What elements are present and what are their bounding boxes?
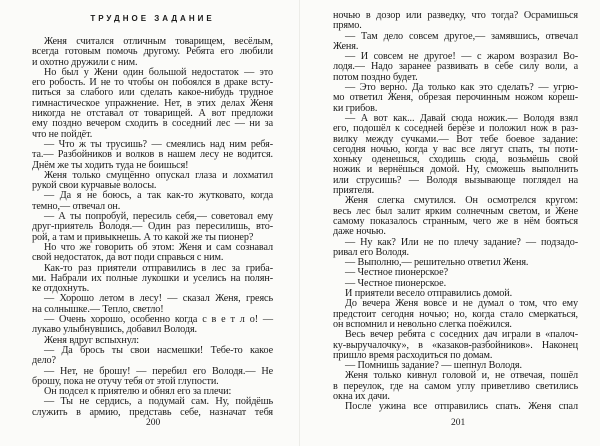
paragraph xyxy=(32,171,273,192)
text-line: предстоит сегодня ночью; но, когда стало смеркаться, xyxy=(333,308,578,320)
text-line: ножик и вернёшься домой. Ну, сможешь выполнить xyxy=(333,164,578,176)
text-line: Женя считался отличным товарищем, весёлым, xyxy=(44,36,273,47)
page-number: 200 xyxy=(146,418,161,428)
text-line: Весь вечер ребята с соседних дач играли в «палоч- xyxy=(345,329,578,341)
text-line: — Ну как? Или не по плечу задание? — подзадо- xyxy=(345,236,578,248)
paragraph xyxy=(333,371,578,402)
text-line: — И совсем не другое! — с жаром возразил Во- xyxy=(345,51,578,63)
paragraph xyxy=(32,294,273,315)
left-page xyxy=(32,0,273,446)
paragraph xyxy=(32,243,273,264)
text-line: рукой свои курчавые волосы. xyxy=(32,180,157,192)
text-line: Он подсел к приятелю и обнял его за плечи: xyxy=(44,386,232,398)
text-line: лодя.— Надо заранее развивать в себе силу воли, а xyxy=(333,61,578,73)
text-line: Днём же ты ходить туда не боишься! xyxy=(32,159,189,171)
text-line: окна их дачи. xyxy=(333,390,390,402)
text-line: его, подошёл к соседней берёзе и положил нож в раз- xyxy=(333,123,578,135)
text-line: — Это верно. Да только как это сделать? — угрю- xyxy=(345,82,578,94)
text-line: темно,— отвечал он. xyxy=(32,200,121,212)
paragraph xyxy=(333,32,578,53)
paragraph xyxy=(333,238,578,259)
text-line: — А ты попробуй, пересиль себя,— советовал ему xyxy=(44,211,273,223)
text-line: — Честное пионерское. xyxy=(345,277,447,289)
text-line: — Да я не боюсь, а так как-то жутковато, когда xyxy=(44,190,273,202)
paragraph xyxy=(333,11,578,32)
text-line: Женя слегка смутился. Он осмотрелся кругом: xyxy=(345,195,578,207)
paragraph xyxy=(333,83,578,114)
text-line: приятеля. xyxy=(333,185,375,197)
text-line: дело? xyxy=(32,355,56,367)
text-line: — Что ж ты трусишь? — смеялись над ним ребя- xyxy=(44,138,273,150)
text-line: ми. Набрали их полные лукошки и уселись на полян- xyxy=(32,272,273,284)
paragraph xyxy=(32,191,273,212)
text-line: — Там дело совсем другое,— замявшись, отвечал xyxy=(345,30,578,42)
text-line: — Нет, не брошу! — перебил его Володя.— Не xyxy=(44,365,273,377)
paragraph xyxy=(32,68,273,140)
text-line: Но что же говорить об этом: Женя и сам сознавал xyxy=(44,241,273,253)
text-line: его робость. И не то чтобы он побоялся в драке всту- xyxy=(32,77,273,89)
paragraph xyxy=(32,37,273,68)
text-line: — Помнишь задание? — шепнул Володя. xyxy=(345,360,522,372)
text-line: — Честное пионерское? xyxy=(345,267,449,279)
text-line: ку-выручалочку», в «казаков-разбойников». Наконец xyxy=(333,339,578,351)
text-line: — Выполню,— решительно ответил Женя. xyxy=(345,257,529,269)
text-line: брошу, пока не отучу тебя от этой глупости. xyxy=(32,375,219,387)
paragraph xyxy=(32,315,273,336)
text-line: пришло время расходиться по домам. xyxy=(333,349,493,361)
paragraph xyxy=(32,346,273,367)
paragraph xyxy=(333,52,578,83)
book-spine xyxy=(299,0,300,446)
text-line: рой, а там и привыкнешь. А то какой же ты пионер? xyxy=(32,231,254,243)
text-line: гимнастическое упражнение. Нет, в этих делах Женя xyxy=(32,97,273,109)
paragraph xyxy=(32,367,273,388)
text-line: прямо. xyxy=(333,20,362,32)
text-line: ривал его Володя. xyxy=(333,246,409,258)
text-line: ке отдохнуть. xyxy=(32,283,90,295)
text-line: или струсишь? — Володя вызывающе поглядел на xyxy=(333,174,578,186)
text-line: на солнышке.— Тепло, светло! xyxy=(32,303,164,315)
text-line: ки грибов. xyxy=(333,102,378,114)
text-line: Женя только смущённо опускал глаза и лохматил xyxy=(44,169,273,181)
text-line: — Очень хорошо, особенно когда с в е т л о! — xyxy=(44,314,273,326)
page-number: 201 xyxy=(451,418,466,428)
text-line: свой недостаток, да вот поди справься с ним. xyxy=(32,252,224,264)
text-line: и охотно дружили с ним. xyxy=(32,56,138,68)
text-line: После ужина все отправились спать. Женя спал xyxy=(345,401,578,413)
paragraph xyxy=(333,114,578,196)
text-line: вилку между сучками.— Вот тебе боевое задание: xyxy=(333,133,578,145)
text-line: питься за слабого или сделать какое-нибудь трудное xyxy=(32,87,273,99)
text-line: Женя вдруг вспыхнул: xyxy=(44,334,140,346)
text-line: ночью в дозор или разведку, что тогда? Осрамишься xyxy=(333,10,578,21)
right-page-body xyxy=(333,11,578,413)
text-line: друг-приятель Володя.— Один раз пересилишь, вто- xyxy=(32,221,273,233)
text-line: всегда готовым помочь другому. Ребята его любили xyxy=(32,46,273,58)
text-line: даже ночью. xyxy=(333,226,386,238)
text-line: та.— Разбойников и волков в нашем лесу не водится. xyxy=(32,149,273,161)
paragraph xyxy=(32,212,273,243)
text-line: И приятели весело отправились домой. xyxy=(345,288,513,300)
text-line: Но был у Жени один большой недостаток — это xyxy=(44,66,273,78)
text-line: он вспомнил и невольно слегка поёжился. xyxy=(333,318,512,330)
text-line: хоньку оденешься, сходишь сюда, возьмёшь свой xyxy=(333,154,578,166)
paragraph xyxy=(333,299,578,330)
paragraph xyxy=(333,402,578,412)
text-line: — Да брось ты свои насмешки! Тебе-то какое xyxy=(44,344,273,356)
text-line: Женя только кивнул головой и, не отвечая, пошёл xyxy=(345,370,578,382)
left-page-body xyxy=(32,37,273,418)
text-line: — А вот как... Давай сюда ножик.— Володя взял xyxy=(345,112,578,124)
paragraph xyxy=(333,196,578,237)
paragraph xyxy=(32,140,273,171)
text-line: в переулок, где на самом углу приветливо светились xyxy=(333,380,578,392)
text-line: Как-то раз приятели отправились в лес за гриба- xyxy=(44,262,273,274)
text-line: — Ты не сердись, а подумай сам. Ну, пойдёшь xyxy=(44,396,273,408)
text-line: служить в армию, представь себе, назначат тебя xyxy=(32,406,273,418)
chapter-title: ТРУДНОЕ ЗАДАНИЕ xyxy=(90,14,215,23)
text-line: Женя. xyxy=(333,40,359,52)
text-line: сегодня ночью, когда у вас все лягут спать, ты поти- xyxy=(333,143,578,155)
text-line: что не пойдёт. xyxy=(32,128,93,140)
text-line: До вечера Женя вовсе и не думал о том, что ему xyxy=(345,298,578,310)
text-line: — Хорошо летом в лесу! — сказал Женя, греясь xyxy=(44,293,273,305)
text-line: лукаво улыбнувшись, добавил Володя. xyxy=(32,324,197,336)
text-line: потом поздно будет. xyxy=(333,71,418,83)
text-line: никогда не отставал от товарищей. А вот предложи xyxy=(32,108,273,120)
text-line: самому показалось странным, чего же в нём бояться xyxy=(333,215,578,227)
paragraph xyxy=(333,330,578,361)
text-line: ему поздно вечером сходить в соседний лес — ни за xyxy=(32,118,273,130)
text-line: мо ответил Женя, обрезая перочинным ножом кореш- xyxy=(333,92,578,104)
paragraph xyxy=(32,397,273,418)
right-page xyxy=(333,0,578,446)
paragraph xyxy=(32,264,273,295)
text-line: весь лес был залит ярким солнечным светом, и Жене xyxy=(333,205,578,217)
